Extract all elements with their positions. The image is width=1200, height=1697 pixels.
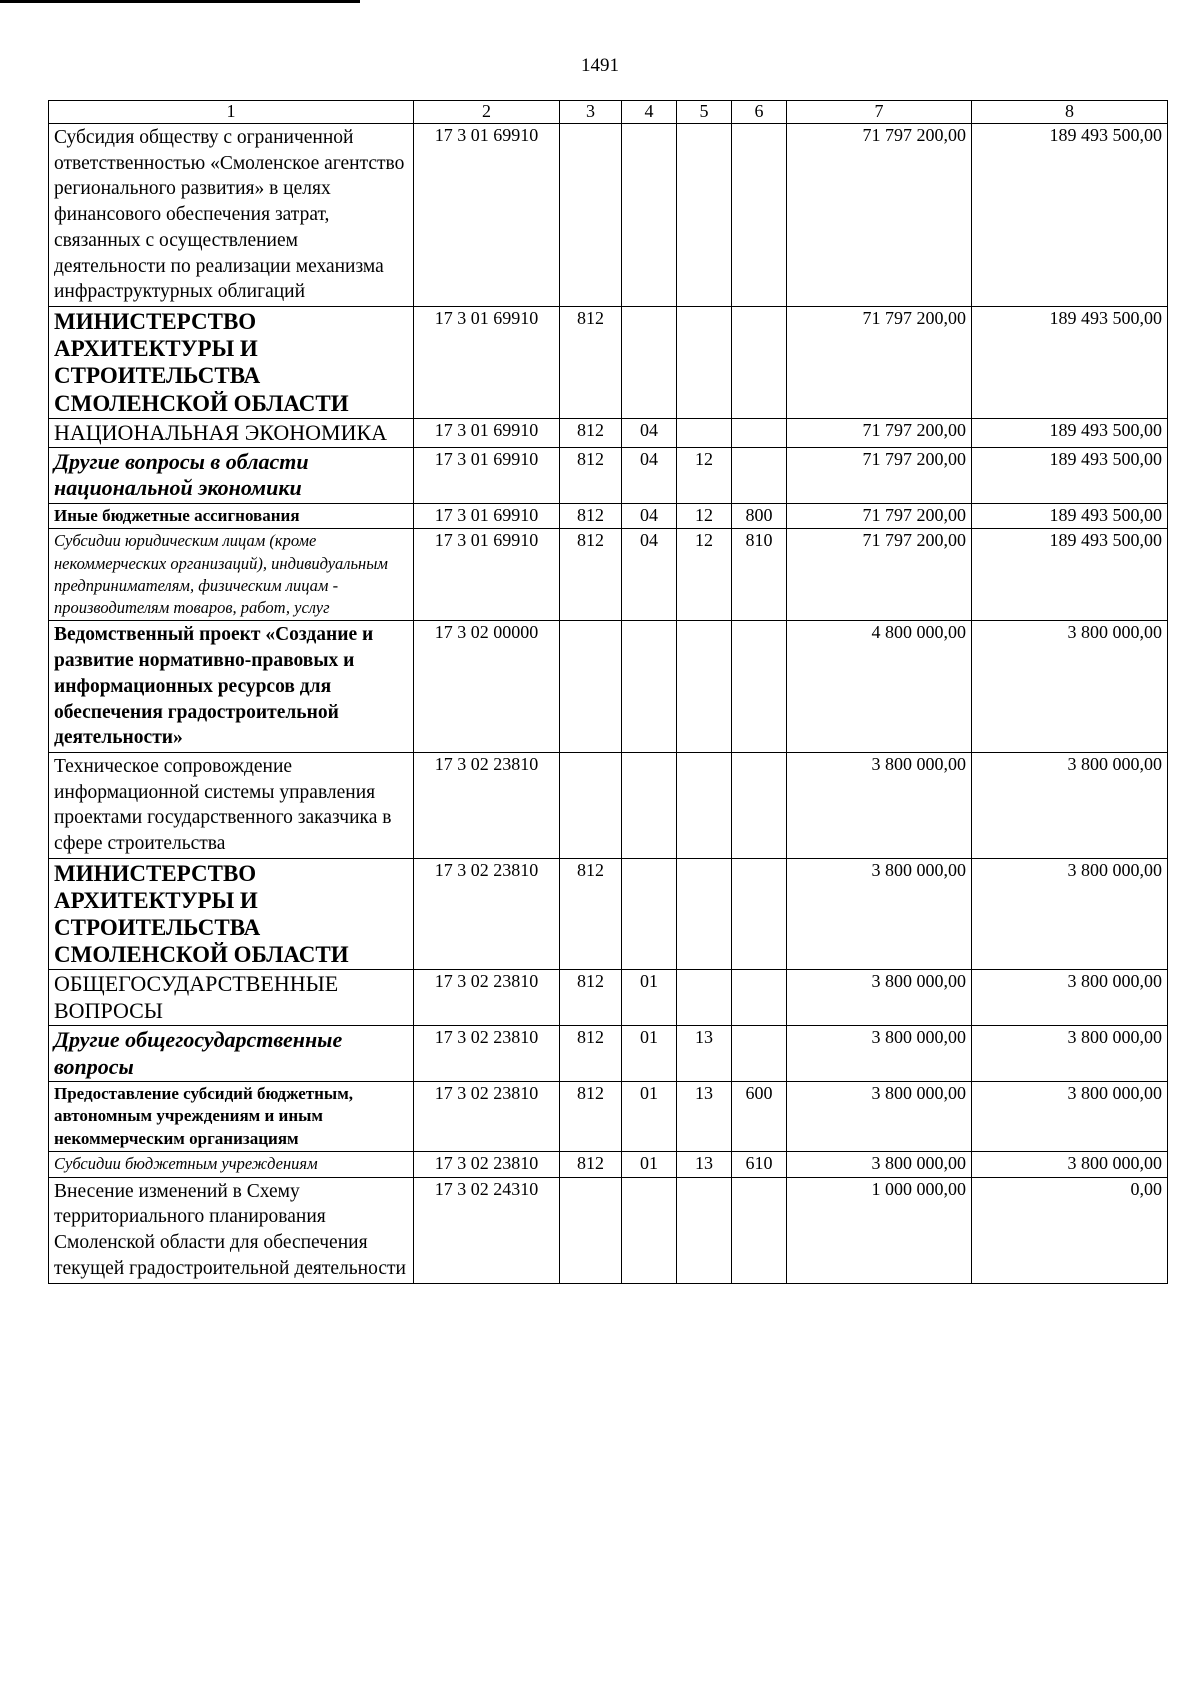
row-section-code: 04 <box>622 448 677 504</box>
row-section-code <box>622 124 677 307</box>
row-amount-col7: 71 797 200,00 <box>787 307 972 419</box>
row-ministry-code: 812 <box>560 1152 622 1177</box>
row-expense-type <box>732 448 787 504</box>
row-target-code: 17 3 02 24310 <box>414 1177 560 1283</box>
header-col-4: 4 <box>622 101 677 124</box>
row-amount-col8: 189 493 500,00 <box>972 418 1168 447</box>
row-subsection-code <box>677 418 732 447</box>
row-amount-col8: 3 800 000,00 <box>972 858 1168 970</box>
row-amount-col8: 189 493 500,00 <box>972 307 1168 419</box>
row-target-code: 17 3 02 23810 <box>414 858 560 970</box>
row-name: Внесение изменений в Схему территориального планирования Смоленской области для обеспечения текущей градостроительной деятельности <box>49 1177 414 1283</box>
row-amount-col7: 3 800 000,00 <box>787 858 972 970</box>
row-target-code: 17 3 01 69910 <box>414 503 560 528</box>
row-subsection-code <box>677 124 732 307</box>
row-expense-type <box>732 621 787 753</box>
row-amount-col7: 3 800 000,00 <box>787 752 972 858</box>
row-amount-col7: 4 800 000,00 <box>787 621 972 753</box>
table-row <box>49 1026 1168 1082</box>
row-expense-type: 610 <box>732 1152 787 1177</box>
row-name: МИНИСТЕРСТВО АРХИТЕКТУРЫ И СТРОИТЕЛЬСТВА СМОЛЕНСКОЙ ОБЛАСТИ <box>49 858 414 970</box>
row-name: МИНИСТЕРСТВО АРХИТЕКТУРЫ И СТРОИТЕЛЬСТВА СМОЛЕНСКОЙ ОБЛАСТИ <box>49 307 414 419</box>
table-row <box>49 448 1168 504</box>
row-amount-col8: 0,00 <box>972 1177 1168 1283</box>
row-expense-type: 800 <box>732 503 787 528</box>
row-amount-col8: 189 493 500,00 <box>972 503 1168 528</box>
row-expense-type <box>732 124 787 307</box>
row-section-code: 04 <box>622 503 677 528</box>
row-amount-col8: 3 800 000,00 <box>972 1081 1168 1151</box>
page-number: 1491 <box>581 55 619 76</box>
row-amount-col7: 71 797 200,00 <box>787 124 972 307</box>
row-name: Ведомственный проект «Создание и развитие нормативно-правовых и информационных ресурсов для обеспечения градостроительной деятельности» <box>49 621 414 753</box>
row-amount-col7: 71 797 200,00 <box>787 448 972 504</box>
table-row <box>49 1152 1168 1177</box>
table-row <box>49 970 1168 1026</box>
row-section-code <box>622 1177 677 1283</box>
row-section-code: 04 <box>622 529 677 621</box>
row-ministry-code: 812 <box>560 858 622 970</box>
table-row <box>49 858 1168 970</box>
row-expense-type <box>732 858 787 970</box>
row-name: Другие общегосударственные вопросы <box>49 1026 414 1082</box>
row-target-code: 17 3 01 69910 <box>414 418 560 447</box>
row-amount-col7: 71 797 200,00 <box>787 503 972 528</box>
row-expense-type <box>732 307 787 419</box>
row-ministry-code <box>560 621 622 753</box>
row-amount-col8: 3 800 000,00 <box>972 1026 1168 1082</box>
row-target-code: 17 3 01 69910 <box>414 448 560 504</box>
row-ministry-code: 812 <box>560 1026 622 1082</box>
table-row <box>49 307 1168 419</box>
row-target-code: 17 3 01 69910 <box>414 124 560 307</box>
table-row <box>49 1177 1168 1283</box>
row-target-code: 17 3 02 23810 <box>414 752 560 858</box>
table-row <box>49 124 1168 307</box>
row-section-code <box>622 752 677 858</box>
row-subsection-code <box>677 1177 732 1283</box>
row-section-code <box>622 621 677 753</box>
row-name: Субсидии юридическим лицам (кроме некоммерческих организаций), индивидуальным предпринимателям, физическим лицам - производителям товаров, работ, услуг <box>49 529 414 621</box>
row-subsection-code <box>677 752 732 858</box>
row-section-code <box>622 858 677 970</box>
row-ministry-code <box>560 124 622 307</box>
row-amount-col7: 1 000 000,00 <box>787 1177 972 1283</box>
row-expense-type <box>732 418 787 447</box>
row-ministry-code <box>560 1177 622 1283</box>
row-amount-col7: 3 800 000,00 <box>787 1081 972 1151</box>
row-target-code: 17 3 02 23810 <box>414 1026 560 1082</box>
row-expense-type <box>732 1177 787 1283</box>
row-name: ОБЩЕГОСУДАРСТВЕННЫЕ ВОПРОСЫ <box>49 970 414 1026</box>
row-amount-col8: 189 493 500,00 <box>972 124 1168 307</box>
row-ministry-code: 812 <box>560 503 622 528</box>
header-col-8: 8 <box>972 101 1168 124</box>
table-row <box>49 503 1168 528</box>
table-row <box>49 529 1168 621</box>
row-expense-type <box>732 752 787 858</box>
row-name: Субсидии бюджетным учреждениям <box>49 1152 414 1177</box>
row-amount-col7: 71 797 200,00 <box>787 529 972 621</box>
row-target-code: 17 3 02 00000 <box>414 621 560 753</box>
row-subsection-code: 13 <box>677 1152 732 1177</box>
header-col-5: 5 <box>677 101 732 124</box>
row-ministry-code <box>560 752 622 858</box>
scan-edge-line <box>0 0 360 3</box>
row-ministry-code: 812 <box>560 307 622 419</box>
row-subsection-code: 13 <box>677 1081 732 1151</box>
row-subsection-code <box>677 307 732 419</box>
row-name: Техническое сопровождение информационной системы управления проектами государственного заказчика в сфере строительства <box>49 752 414 858</box>
row-name: НАЦИОНАЛЬНАЯ ЭКОНОМИКА <box>49 418 414 447</box>
row-ministry-code: 812 <box>560 418 622 447</box>
row-section-code: 01 <box>622 1026 677 1082</box>
row-amount-col8: 3 800 000,00 <box>972 1152 1168 1177</box>
row-section-code: 01 <box>622 970 677 1026</box>
row-target-code: 17 3 02 23810 <box>414 970 560 1026</box>
row-amount-col7: 3 800 000,00 <box>787 1152 972 1177</box>
row-amount-col8: 189 493 500,00 <box>972 529 1168 621</box>
row-expense-type: 810 <box>732 529 787 621</box>
header-col-3: 3 <box>560 101 622 124</box>
row-subsection-code: 12 <box>677 529 732 621</box>
row-subsection-code: 13 <box>677 1026 732 1082</box>
row-expense-type <box>732 970 787 1026</box>
row-name: Иные бюджетные ассигнования <box>49 503 414 528</box>
row-section-code: 04 <box>622 418 677 447</box>
row-ministry-code: 812 <box>560 1081 622 1151</box>
row-amount-col7: 3 800 000,00 <box>787 970 972 1026</box>
row-amount-col7: 71 797 200,00 <box>787 418 972 447</box>
row-name: Предоставление субсидий бюджетным, автономным учреждениям и иным некоммерческим организациям <box>49 1081 414 1151</box>
row-subsection-code <box>677 858 732 970</box>
row-ministry-code: 812 <box>560 448 622 504</box>
row-target-code: 17 3 01 69910 <box>414 529 560 621</box>
table-row <box>49 1081 1168 1151</box>
row-target-code: 17 3 02 23810 <box>414 1081 560 1151</box>
budget-table <box>48 100 1168 1284</box>
table-row <box>49 418 1168 447</box>
row-subsection-code: 12 <box>677 448 732 504</box>
row-subsection-code <box>677 970 732 1026</box>
table-row <box>49 621 1168 753</box>
row-target-code: 17 3 01 69910 <box>414 307 560 419</box>
row-name: Другие вопросы в области национальной экономики <box>49 448 414 504</box>
row-subsection-code <box>677 621 732 753</box>
row-ministry-code: 812 <box>560 529 622 621</box>
row-amount-col8: 3 800 000,00 <box>972 752 1168 858</box>
header-col-7: 7 <box>787 101 972 124</box>
row-expense-type: 600 <box>732 1081 787 1151</box>
row-ministry-code: 812 <box>560 970 622 1026</box>
header-row <box>49 101 1168 124</box>
row-section-code: 01 <box>622 1081 677 1151</box>
header-col-6: 6 <box>732 101 787 124</box>
row-subsection-code: 12 <box>677 503 732 528</box>
header-col-1: 1 <box>49 101 414 124</box>
row-amount-col8: 3 800 000,00 <box>972 621 1168 753</box>
row-name: Субсидия обществу с ограниченной ответственностью «Смоленское агентство регионального развития» в целях финансового обеспечения затрат, связанных с осуществлением деятельности по реализации механизма инфраструктурных облигаций <box>49 124 414 307</box>
table-row <box>49 752 1168 858</box>
header-col-2: 2 <box>414 101 560 124</box>
row-amount-col7: 3 800 000,00 <box>787 1026 972 1082</box>
row-section-code: 01 <box>622 1152 677 1177</box>
row-target-code: 17 3 02 23810 <box>414 1152 560 1177</box>
row-expense-type <box>732 1026 787 1082</box>
row-section-code <box>622 307 677 419</box>
row-amount-col8: 189 493 500,00 <box>972 448 1168 504</box>
row-amount-col8: 3 800 000,00 <box>972 970 1168 1026</box>
